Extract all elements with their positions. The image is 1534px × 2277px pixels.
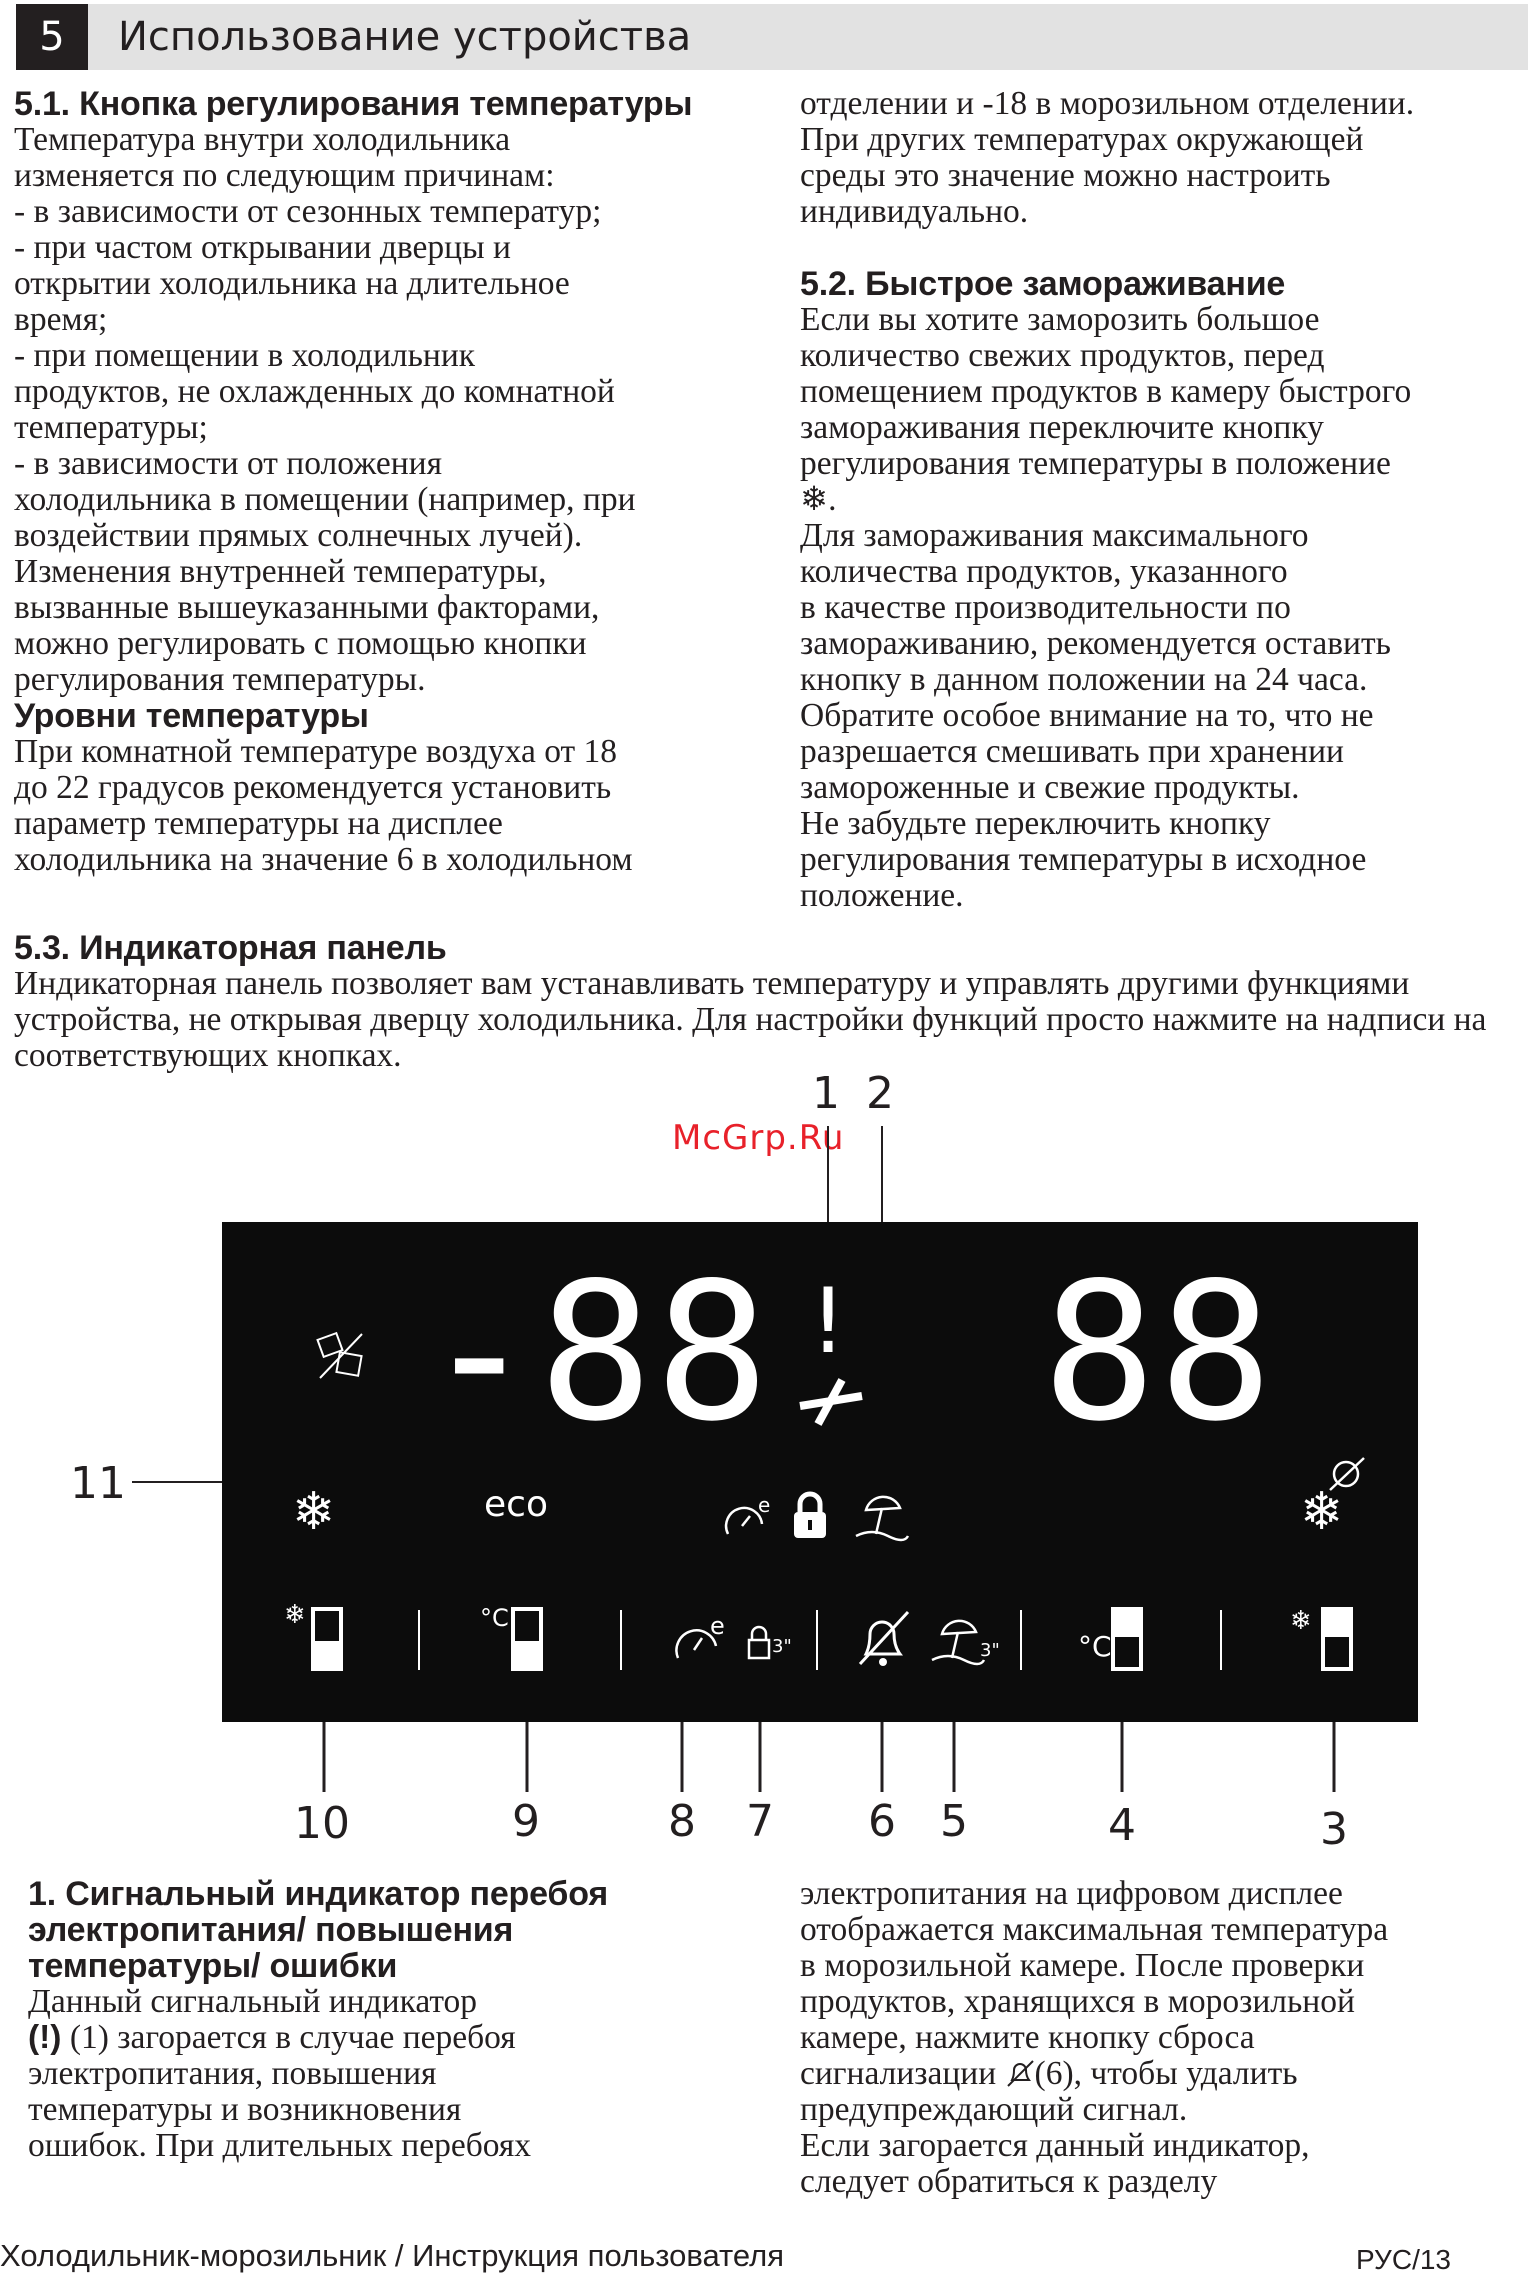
eco-fuzzy-button[interactable] <box>670 1612 736 1668</box>
vacation-icon <box>928 1618 986 1668</box>
callout-10: 10 <box>294 1798 350 1849</box>
callout-11: 11 <box>70 1458 126 1509</box>
freezer-snowflake-icon: ❄ <box>292 1482 336 1542</box>
eco-indicator: eco <box>484 1484 548 1525</box>
s52-body-a: Если вы хотите заморозить большое количество свежих продуктов, перед помещением продуктов в камеру быстрого замораживания переключите кнопку регулирования температуры в положение <box>800 301 1412 482</box>
svg-text:e: e <box>710 1612 725 1640</box>
callout-6: 6 <box>868 1796 896 1847</box>
s52-body-b: Для замораживания максимального количества продуктов, указанного в качестве производительности по замораживанию, рекомендуется оставить кнопку в данном положении на 24 часа. Обратите особое внимание на то, что не разрешается смешивать при хранении замороженные и свежие продукты. Не забудьте переключить кнопку регулирования температуры в исходное положение. <box>800 517 1391 914</box>
indicator-panel <box>222 1222 1418 1722</box>
alarm-off-button[interactable] <box>852 1606 914 1672</box>
callout-3: 3 <box>1320 1804 1348 1855</box>
lock-icon <box>746 1624 772 1660</box>
celsius-label: °C <box>480 1604 509 1632</box>
level-bar-icon <box>310 1606 344 1672</box>
levels-body: При комнатной температуре воздуха от 18 до 22 градусов рекомендуется установить параметр температуры на дисплее холодильника на значение 6 в холодильном <box>14 733 633 878</box>
footer-page: РУС/13 <box>1356 2244 1451 2275</box>
child-lock-button[interactable] <box>746 1624 806 1664</box>
child-lock-icon <box>790 1490 830 1542</box>
freezer-temp-button[interactable] <box>282 1600 362 1674</box>
s51-continued: отделении и -18 в морозильном отделении. При других температурах окружающей среды это значение можно настроить индивидуально. <box>800 85 1415 230</box>
callout-2: 2 <box>866 1068 894 1119</box>
callout-7: 7 <box>746 1796 774 1847</box>
s53-title: 5.3. Индикаторная панель <box>14 929 447 967</box>
celsius-label: °C <box>1078 1630 1112 1663</box>
vacation-hold-time: 3" <box>980 1640 1000 1661</box>
s53-body: Индикаторная панель позволяет вам устанавливать температуру и управлять другими функциями устройства, не открывая дверцу холодильника. Для настройки функций просто нажмите на надписи на соответствующих кнопках. <box>14 965 1487 1074</box>
divider <box>1020 1610 1022 1670</box>
alarm-right-text <box>800 1876 1530 2200</box>
watermark: McGrp.Ru <box>672 1118 845 1158</box>
s52-title: 5.2. Быстрое замораживание <box>800 265 1286 303</box>
alarm-body-b: (1) загорается в случае перебоя электропитания, повышения температуры и возникновения ошибок. При длительных перебоях <box>28 2019 532 2164</box>
alarm-description-left <box>28 1876 728 2164</box>
alarm-symbol: (!) <box>28 2019 62 2056</box>
alarm-off-icon <box>1005 2058 1035 2088</box>
svg-text:e: e <box>758 1494 771 1517</box>
vacation-icon <box>852 1494 910 1544</box>
callout-1: 1 <box>812 1068 840 1119</box>
lock-hold-time: 3" <box>772 1636 792 1657</box>
divider <box>816 1610 818 1670</box>
alarm-body-a: Данный сигнальный индикатор <box>28 1983 478 2020</box>
footer-left: Холодильник-морозильник / Инструкция пользователя <box>0 2238 784 2273</box>
callout-9: 9 <box>512 1796 540 1847</box>
divider <box>620 1610 622 1670</box>
divider <box>1220 1610 1222 1670</box>
level-bar-icon <box>1320 1606 1354 1672</box>
vacation-button[interactable] <box>928 1618 1008 1668</box>
callout-5: 5 <box>940 1796 968 1847</box>
s51-title: 5.1. Кнопка регулирования температуры <box>14 85 693 123</box>
fridge-off-icon <box>1326 1454 1370 1494</box>
fridge-temp-button-right[interactable] <box>1078 1604 1168 1674</box>
fridge-temp-display: 88 <box>1042 1242 1275 1463</box>
callout-8: 8 <box>668 1796 696 1847</box>
callout-4: 4 <box>1108 1800 1136 1851</box>
eco-fuzzy-icon <box>722 1494 776 1544</box>
snowflake-icon: ❄ <box>1290 1606 1312 1636</box>
power-fail-icon <box>792 1372 872 1432</box>
alarm-title: 1. Сигнальный индикатор перебоя электропитания/ повышения температуры/ ошибки <box>28 1875 608 1985</box>
snowflake-icon: ❄. <box>800 481 837 518</box>
level-bar-icon <box>510 1606 544 1672</box>
fridge-snowflake-icon: ❄ <box>1300 1482 1344 1542</box>
snowflake-icon: ❄ <box>284 1600 306 1630</box>
fridge-temp-button-left[interactable] <box>480 1604 560 1674</box>
level-bar-icon <box>1110 1606 1144 1672</box>
ice-maker-off-icon <box>314 1328 370 1384</box>
alarm-description-right <box>800 1876 1530 2200</box>
alarm-body-line <box>28 2020 728 2164</box>
divider <box>418 1610 420 1670</box>
alarm-right-a: электропитания на цифровом дисплее отображается максимальная температура в морозильной камере. После проверки продуктов, хранящихся в морозильной камере, нажмите кнопку сброса сигнализации <box>800 1875 1389 2092</box>
freezer-temp-button-right[interactable] <box>1290 1604 1370 1674</box>
levels-title: Уровни температуры <box>14 697 369 735</box>
s51-body: Температура внутри холодильника изменяется по следующим причинам: - в зависимости от сезонных температур; - при частом открывании дверцы и открытии холодильника на длительное время; - при помещении в холодильник продуктов, не охлажденных до комнатной температуры; - в зависимости от положения холодильника в помещении (например, при воздействии прямых солнечных лучей). Изменения внутренней температуры, вызванные вышеуказанными факторами, можно регулировать с помощью кнопки регулирования температуры. <box>14 121 636 698</box>
section-title: Использование устройства <box>118 14 692 60</box>
alarm-indicator: ! <box>810 1269 847 1374</box>
alarm-right-b: (6), чтобы удалить предупреждающий сигнал. Если загорается данный индикатор, следует обратиться к разделу <box>800 2055 1310 2200</box>
freezer-temp-display: -88 <box>422 1242 772 1463</box>
section-number: 5 <box>16 4 88 70</box>
